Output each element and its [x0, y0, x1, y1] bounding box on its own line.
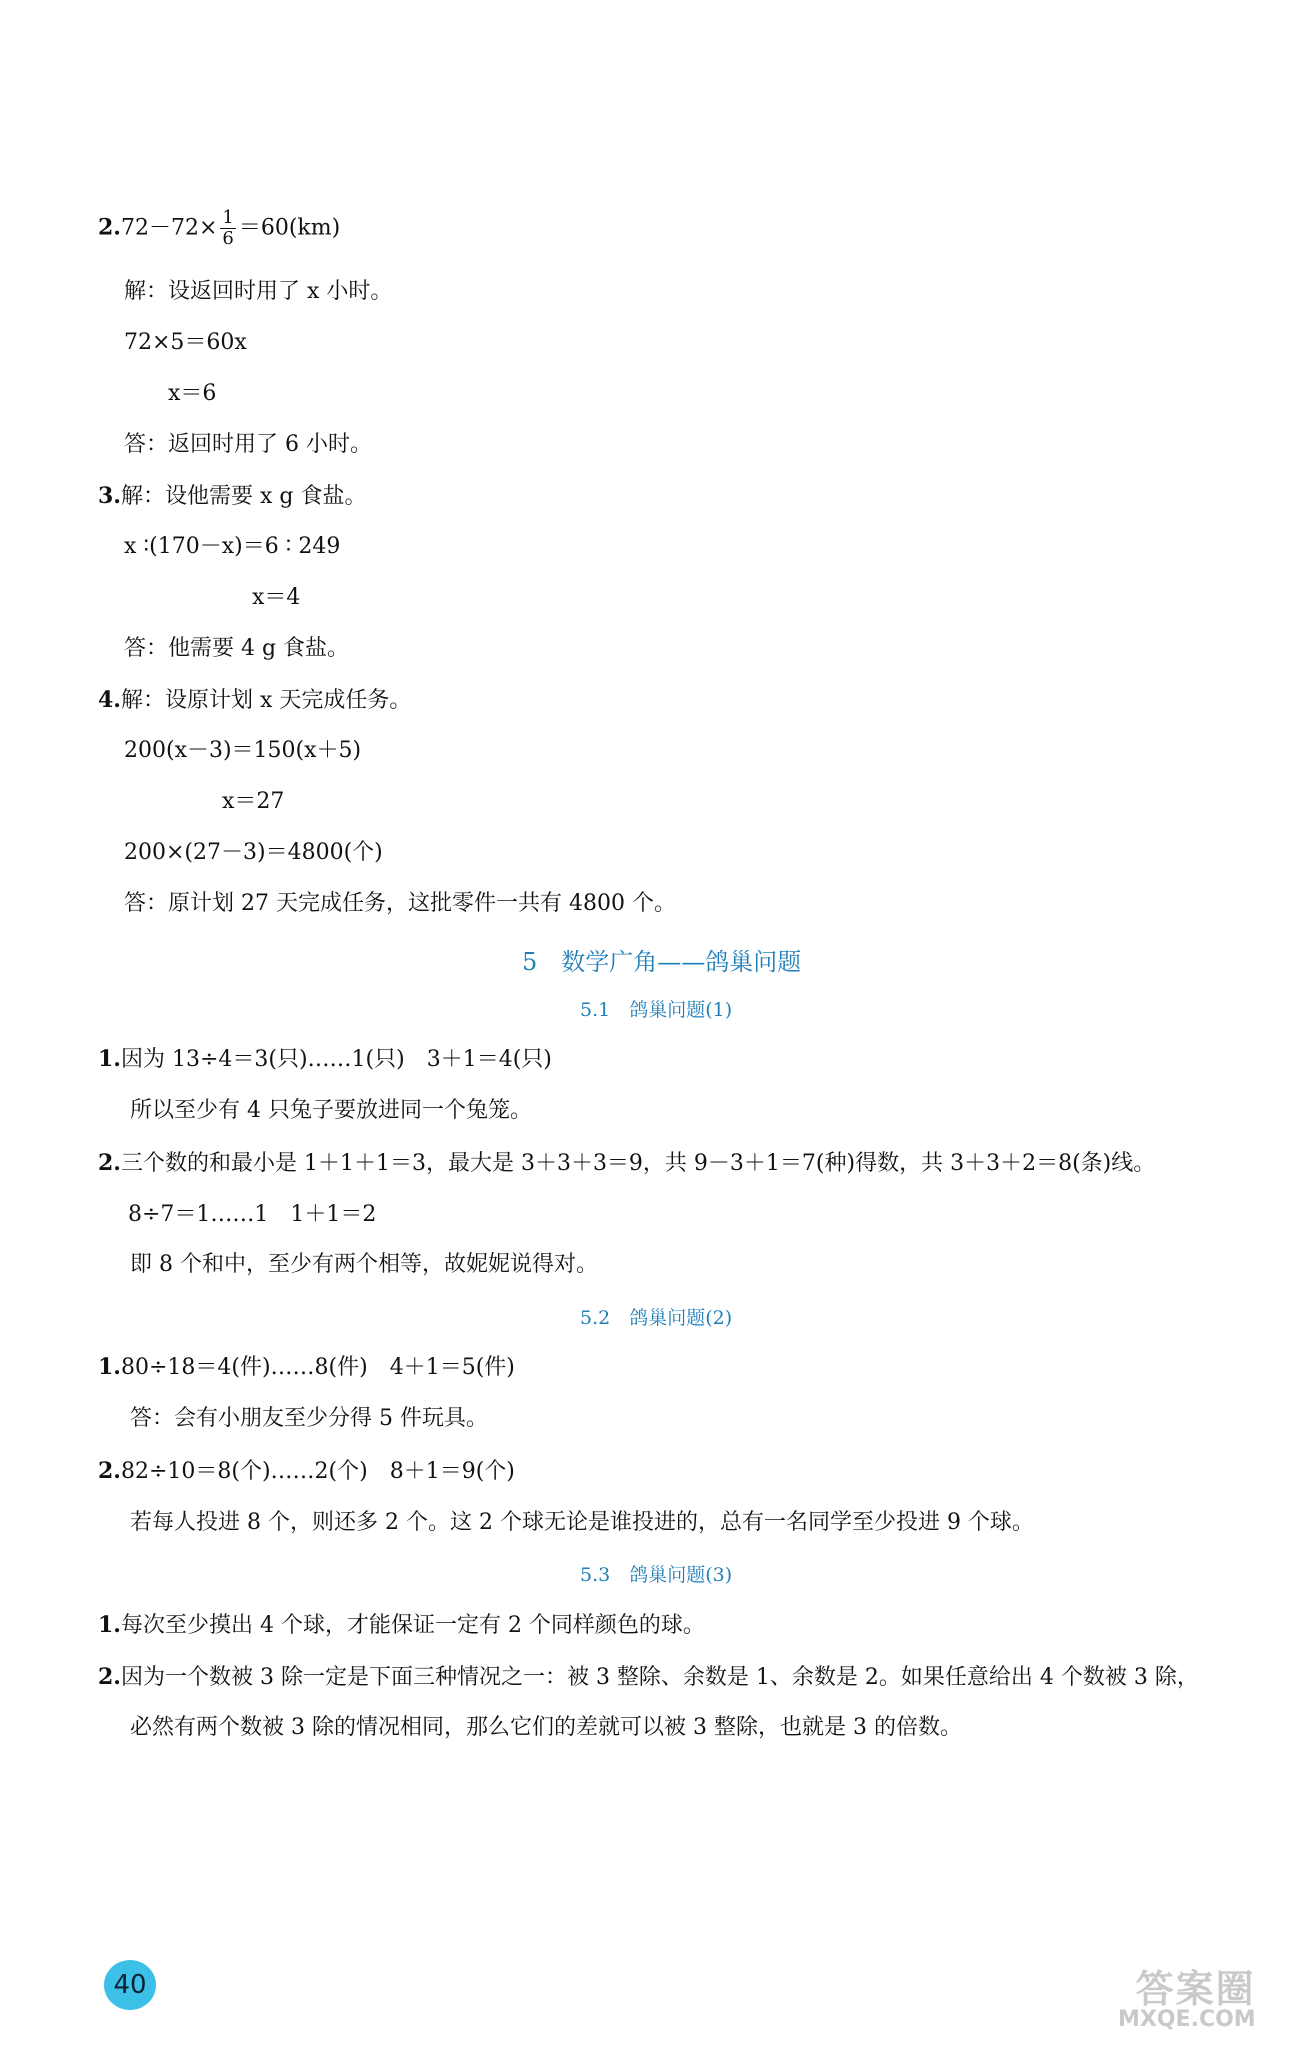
fraction — [220, 208, 235, 249]
equation-right: ＝60(km) — [238, 215, 341, 241]
answer-line: 即 8 个和中，至少有两个相等，故妮妮说得对。 — [130, 1252, 598, 1277]
section-heading: 5.2 鸽巢问题(2) — [580, 1307, 733, 1329]
fraction-numerator: 1 — [222, 207, 234, 228]
equation-line: x＝6 — [168, 381, 217, 406]
problem-number: 1. — [98, 1612, 121, 1638]
problem-number: 3. — [98, 483, 121, 509]
problem-2-line — [98, 1148, 1155, 1179]
solution-line: 解：设返回时用了 x 小时。 — [124, 279, 393, 304]
equation-line: x＝27 — [222, 789, 285, 814]
problem-2-equation — [98, 208, 340, 249]
problem-number: 2. — [98, 1458, 121, 1484]
solution-line: 必然有两个数被 3 除的情况相同，那么它们的差就可以被 3 整除，也就是 3 的倍数。 — [130, 1715, 962, 1740]
solution-line: 因为 13÷4＝3(只)……1(只) 3＋1＝4(只) — [120, 1047, 552, 1072]
problem-1-line — [98, 1352, 515, 1383]
fraction-denominator: 6 — [222, 228, 234, 249]
equation-line: 200(x－3)＝150(x＋5) — [124, 738, 362, 763]
answer-line: 答：原计划 27 天完成任务，这批零件一共有 4800 个。 — [124, 891, 676, 916]
answer-line: 所以至少有 4 只兔子要放进同一个兔笼。 — [130, 1098, 532, 1123]
problem-1-line — [98, 1044, 552, 1075]
problem-number: 2. — [98, 214, 121, 241]
equation-line: x ∶(170－x)＝6 ∶ 249 — [124, 534, 341, 559]
answer-line: 每次至少摸出 4 个球，才能保证一定有 2 个同样颜色的球。 — [120, 1613, 705, 1638]
equation-line: 80÷18＝4(件)……8(件) 4＋1＝5(件) — [120, 1355, 515, 1380]
solution-line: 三个数的和最小是 1＋1＋1＝3，最大是 3＋3＋3＝9，共 9－3＋1＝7(种)得数，共 3＋3＋2＝8(条)线。 — [120, 1151, 1156, 1176]
equation-line: x＝4 — [252, 585, 301, 610]
problem-3-line — [98, 481, 366, 512]
problem-4-line — [98, 685, 411, 716]
answer-line: 若每人投进 8 个，则还多 2 个。这 2 个球无论是谁投进的，总有一名同学至少投进 9 个球。 — [130, 1510, 1034, 1535]
problem-1-line — [98, 1610, 705, 1641]
equation-left: 72－72× — [120, 215, 218, 241]
problem-number: 1. — [98, 1354, 121, 1380]
problem-number: 2. — [98, 1664, 121, 1690]
watermark-text: 答案圈 — [1135, 1967, 1256, 2011]
equation-line: 200×(27－3)＝4800(个) — [124, 840, 383, 865]
answer-line: 答：返回时用了 6 小时。 — [124, 432, 372, 457]
watermark-url: MXQE.COM — [1118, 2007, 1256, 2032]
answer-line: 答：会有小朋友至少分得 5 件玩具。 — [130, 1406, 488, 1431]
equation-line: 82÷10＝8(个)……2(个) 8＋1＝9(个) — [120, 1459, 515, 1484]
solution-line: 因为一个数被 3 除一定是下面三种情况之一：被 3 整除、余数是 1、余数是 2。如果任意给出 4 个数被 3 除， — [120, 1665, 1199, 1690]
answer-line: 答：他需要 4 g 食盐。 — [124, 636, 350, 661]
problem-number: 2. — [98, 1150, 121, 1176]
page-number: 40 — [104, 1960, 156, 2010]
problem-number: 1. — [98, 1046, 121, 1072]
problem-2-line — [98, 1456, 515, 1487]
section-heading: 5.3 鸽巢问题(3) — [580, 1564, 733, 1586]
problem-number: 4. — [98, 687, 121, 713]
chapter-title: 5 数学广角——鸽巢问题 — [522, 948, 802, 976]
equation-line: 72×5＝60x — [124, 330, 247, 355]
watermark-logo — [1118, 1958, 1256, 2032]
problem-2-line — [98, 1662, 1199, 1693]
section-heading: 5.1 鸽巢问题(1) — [580, 999, 733, 1021]
equation-line: 8÷7＝1……1 1＋1＝2 — [128, 1202, 377, 1227]
solution-line: 解：设原计划 x 天完成任务。 — [120, 688, 412, 713]
solution-line: 解：设他需要 x g 食盐。 — [120, 484, 367, 509]
